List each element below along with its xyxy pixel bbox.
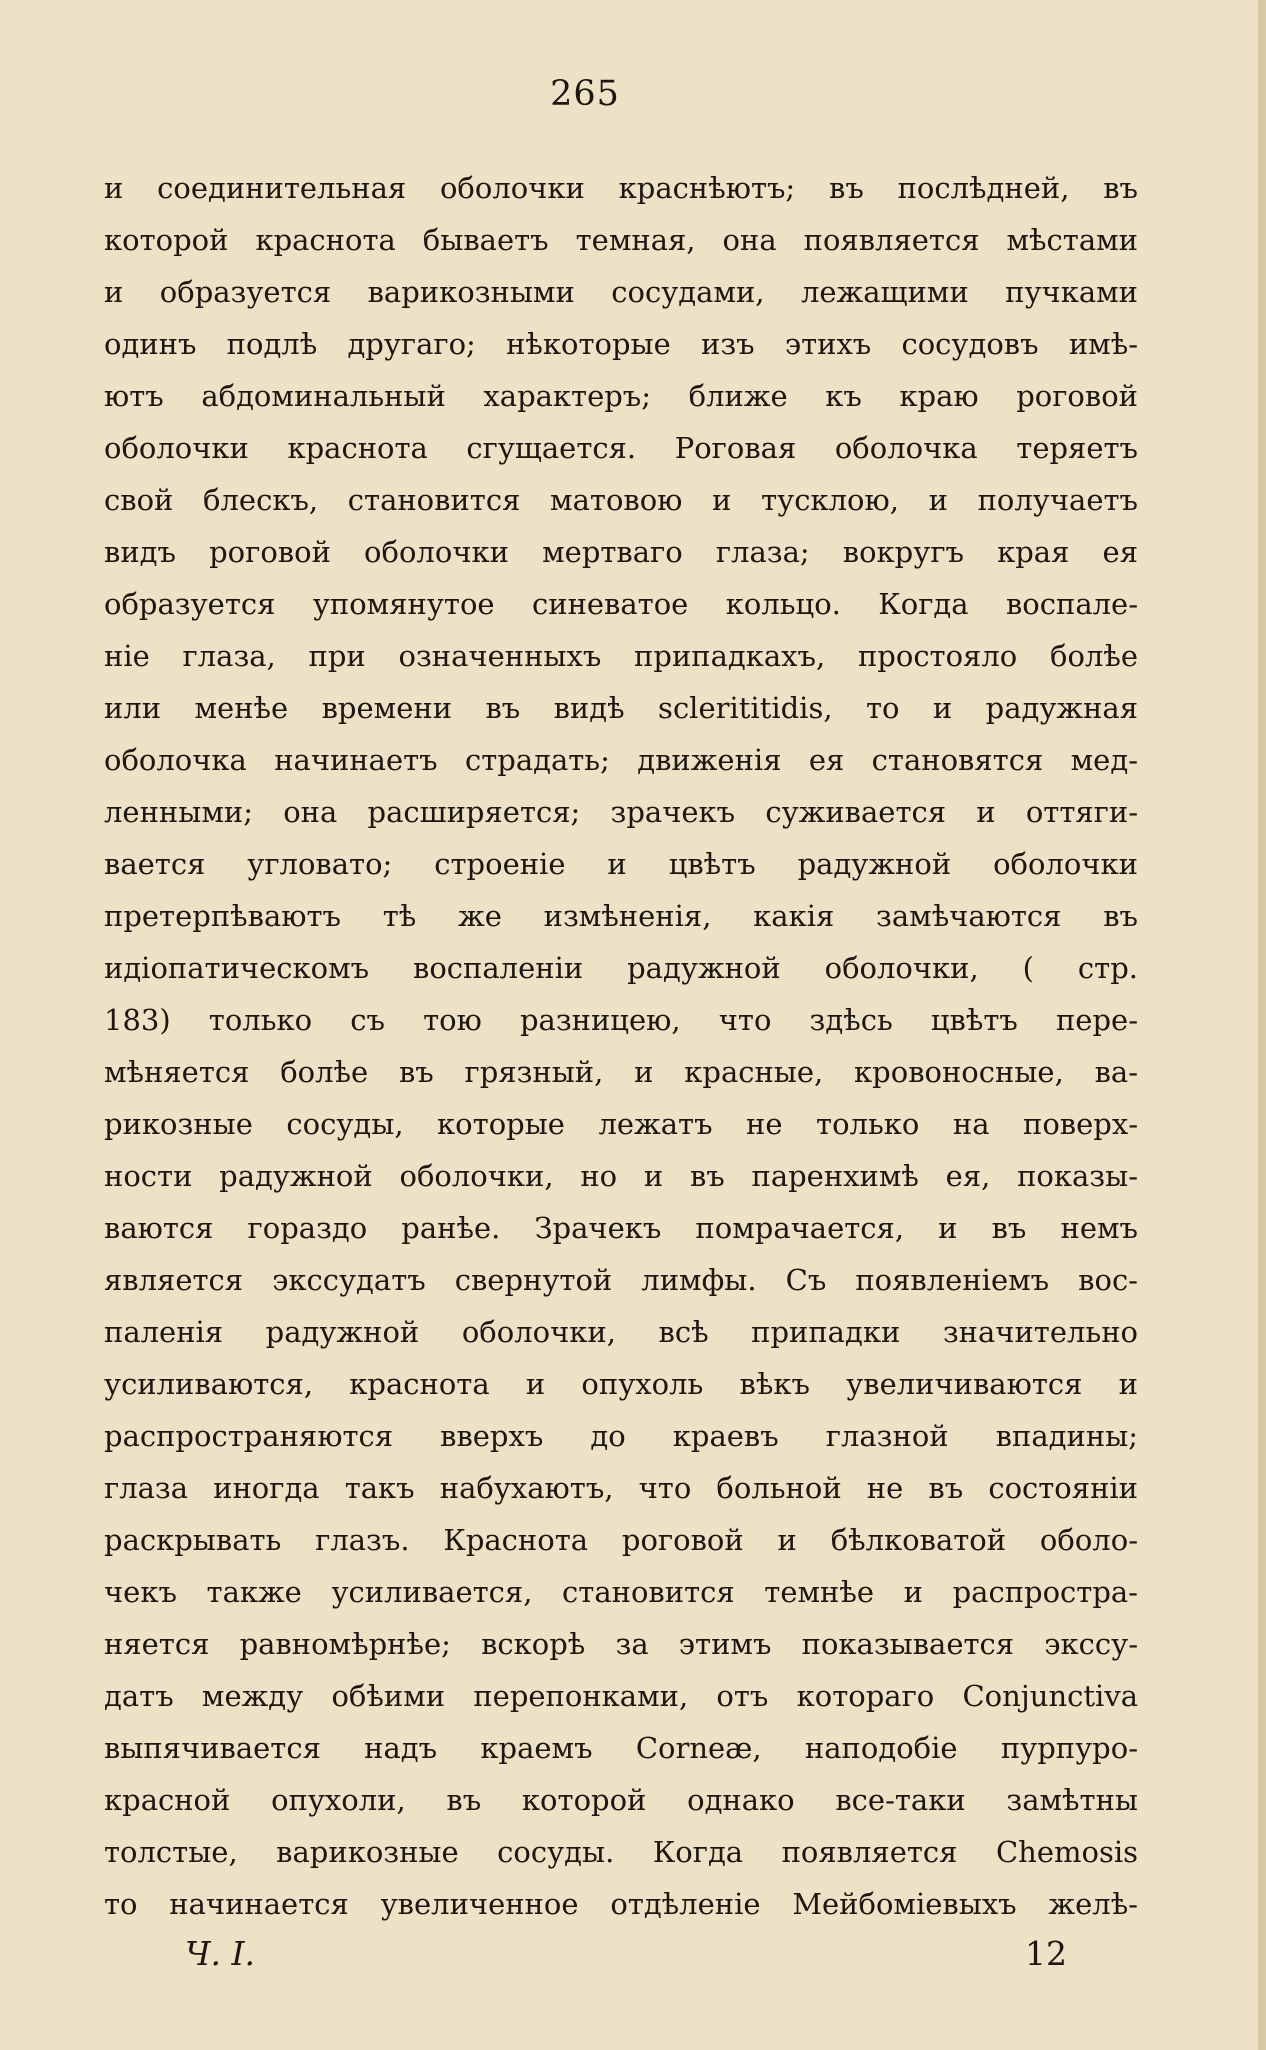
text-line: няется равномѣрнѣе; вскорѣ за этимъ показывается экссу- — [104, 1627, 1138, 1661]
text-line: толстые, варикозные сосуды. Когда появляется Chemosis — [104, 1835, 1138, 1869]
text-line: является экссудатъ свернутой лимфы. Съ появленiемъ вос- — [104, 1263, 1138, 1297]
body-text — [104, 162, 1138, 1930]
text-line: оболочки краснота сгущается. Роговая оболочка теряетъ — [104, 431, 1138, 465]
text-line: одинъ подлѣ другаго; нѣкоторые изъ этихъ сосудовъ имѣ- — [104, 327, 1138, 361]
text-line: свой блескъ, становится матовою и тусклою, и получаетъ — [104, 483, 1138, 517]
text-line: ютъ абдоминальный характеръ; ближе къ краю роговой — [104, 379, 1138, 413]
text-line: и соединительная оболочки краснѣютъ; въ послѣдней, въ — [104, 171, 1138, 205]
text-line: красной опухоли, въ которой однако все-таки замѣтны — [104, 1783, 1138, 1817]
text-line: ваются гораздо ранѣе. Зрачекъ помрачается, и въ немъ — [104, 1211, 1138, 1245]
text-line: нiе глаза, при означенныхъ припадкахъ, простояло болѣе — [104, 639, 1138, 673]
signature-mark: Ч. I. — [185, 1934, 256, 1973]
text-line: видъ роговой оболочки мертваго глаза; вокругъ края ея — [104, 535, 1138, 569]
text-line: претерпѣваютъ тѣ же измѣненiя, какiя замѣчаются въ — [104, 899, 1138, 933]
page-edge — [1258, 0, 1266, 2050]
text-line: паленiя радужной оболочки, всѣ припадки значительно — [104, 1315, 1138, 1349]
text-line: глаза иногда такъ набухаютъ, что больной не въ состоянiи — [104, 1471, 1138, 1505]
text-line: мѣняется болѣе въ грязный, и красные, кровоносные, ва- — [104, 1055, 1138, 1089]
text-line: усиливаются, краснота и опухоль вѣкъ увеличиваются и — [104, 1367, 1138, 1401]
page-footer — [185, 1930, 1067, 1978]
text-line: идiопатическомъ воспаленiи радужной оболочки, ( стр. — [104, 951, 1138, 985]
text-line: или менѣе времени въ видѣ sclerititidis, то и радужная — [104, 691, 1138, 725]
text-line: ленными; она расширяется; зрачекъ суживается и оттяги- — [104, 795, 1138, 829]
signature-number: 12 — [1025, 1934, 1067, 1973]
text-line: вается угловато; строенiе и цвѣтъ радужной оболочки — [104, 847, 1138, 881]
text-line: чекъ также усиливается, становится темнѣе и распростра- — [104, 1575, 1138, 1609]
text-line: то начинается увеличенное отдѣленiе Мейбомiевыхъ желѣ- — [104, 1887, 1138, 1921]
text-line: и образуется варикозными сосудами, лежащими пучками — [104, 275, 1138, 309]
page-number: 265 — [550, 74, 620, 114]
text-line: раскрывать глазъ. Краснота роговой и бѣлковатой оболо- — [104, 1523, 1138, 1557]
text-line: рикозные сосуды, которые лежатъ не только на поверх- — [104, 1107, 1138, 1141]
text-line: ности радужной оболочки, но и въ паренхимѣ ея, показы- — [104, 1159, 1138, 1193]
text-line: выпячивается надъ краемъ Corneæ, наподобiе пурпуро- — [104, 1731, 1138, 1765]
text-line: которой краснота бываетъ темная, она появляется мѣстами — [104, 223, 1138, 257]
text-line: распространяются вверхъ до краевъ глазной впадины; — [104, 1419, 1138, 1453]
text-line: оболочка начинаетъ страдать; движенiя ея становятся мед- — [104, 743, 1138, 777]
text-line: датъ между обѣими перепонками, отъ котораго Conjunctiva — [104, 1679, 1138, 1713]
text-line: образуется упомянутое синеватое кольцо. Когда воспале- — [104, 587, 1138, 621]
text-line: 183) только съ тою разницею, что здѣсь цвѣтъ пере- — [104, 1003, 1138, 1037]
